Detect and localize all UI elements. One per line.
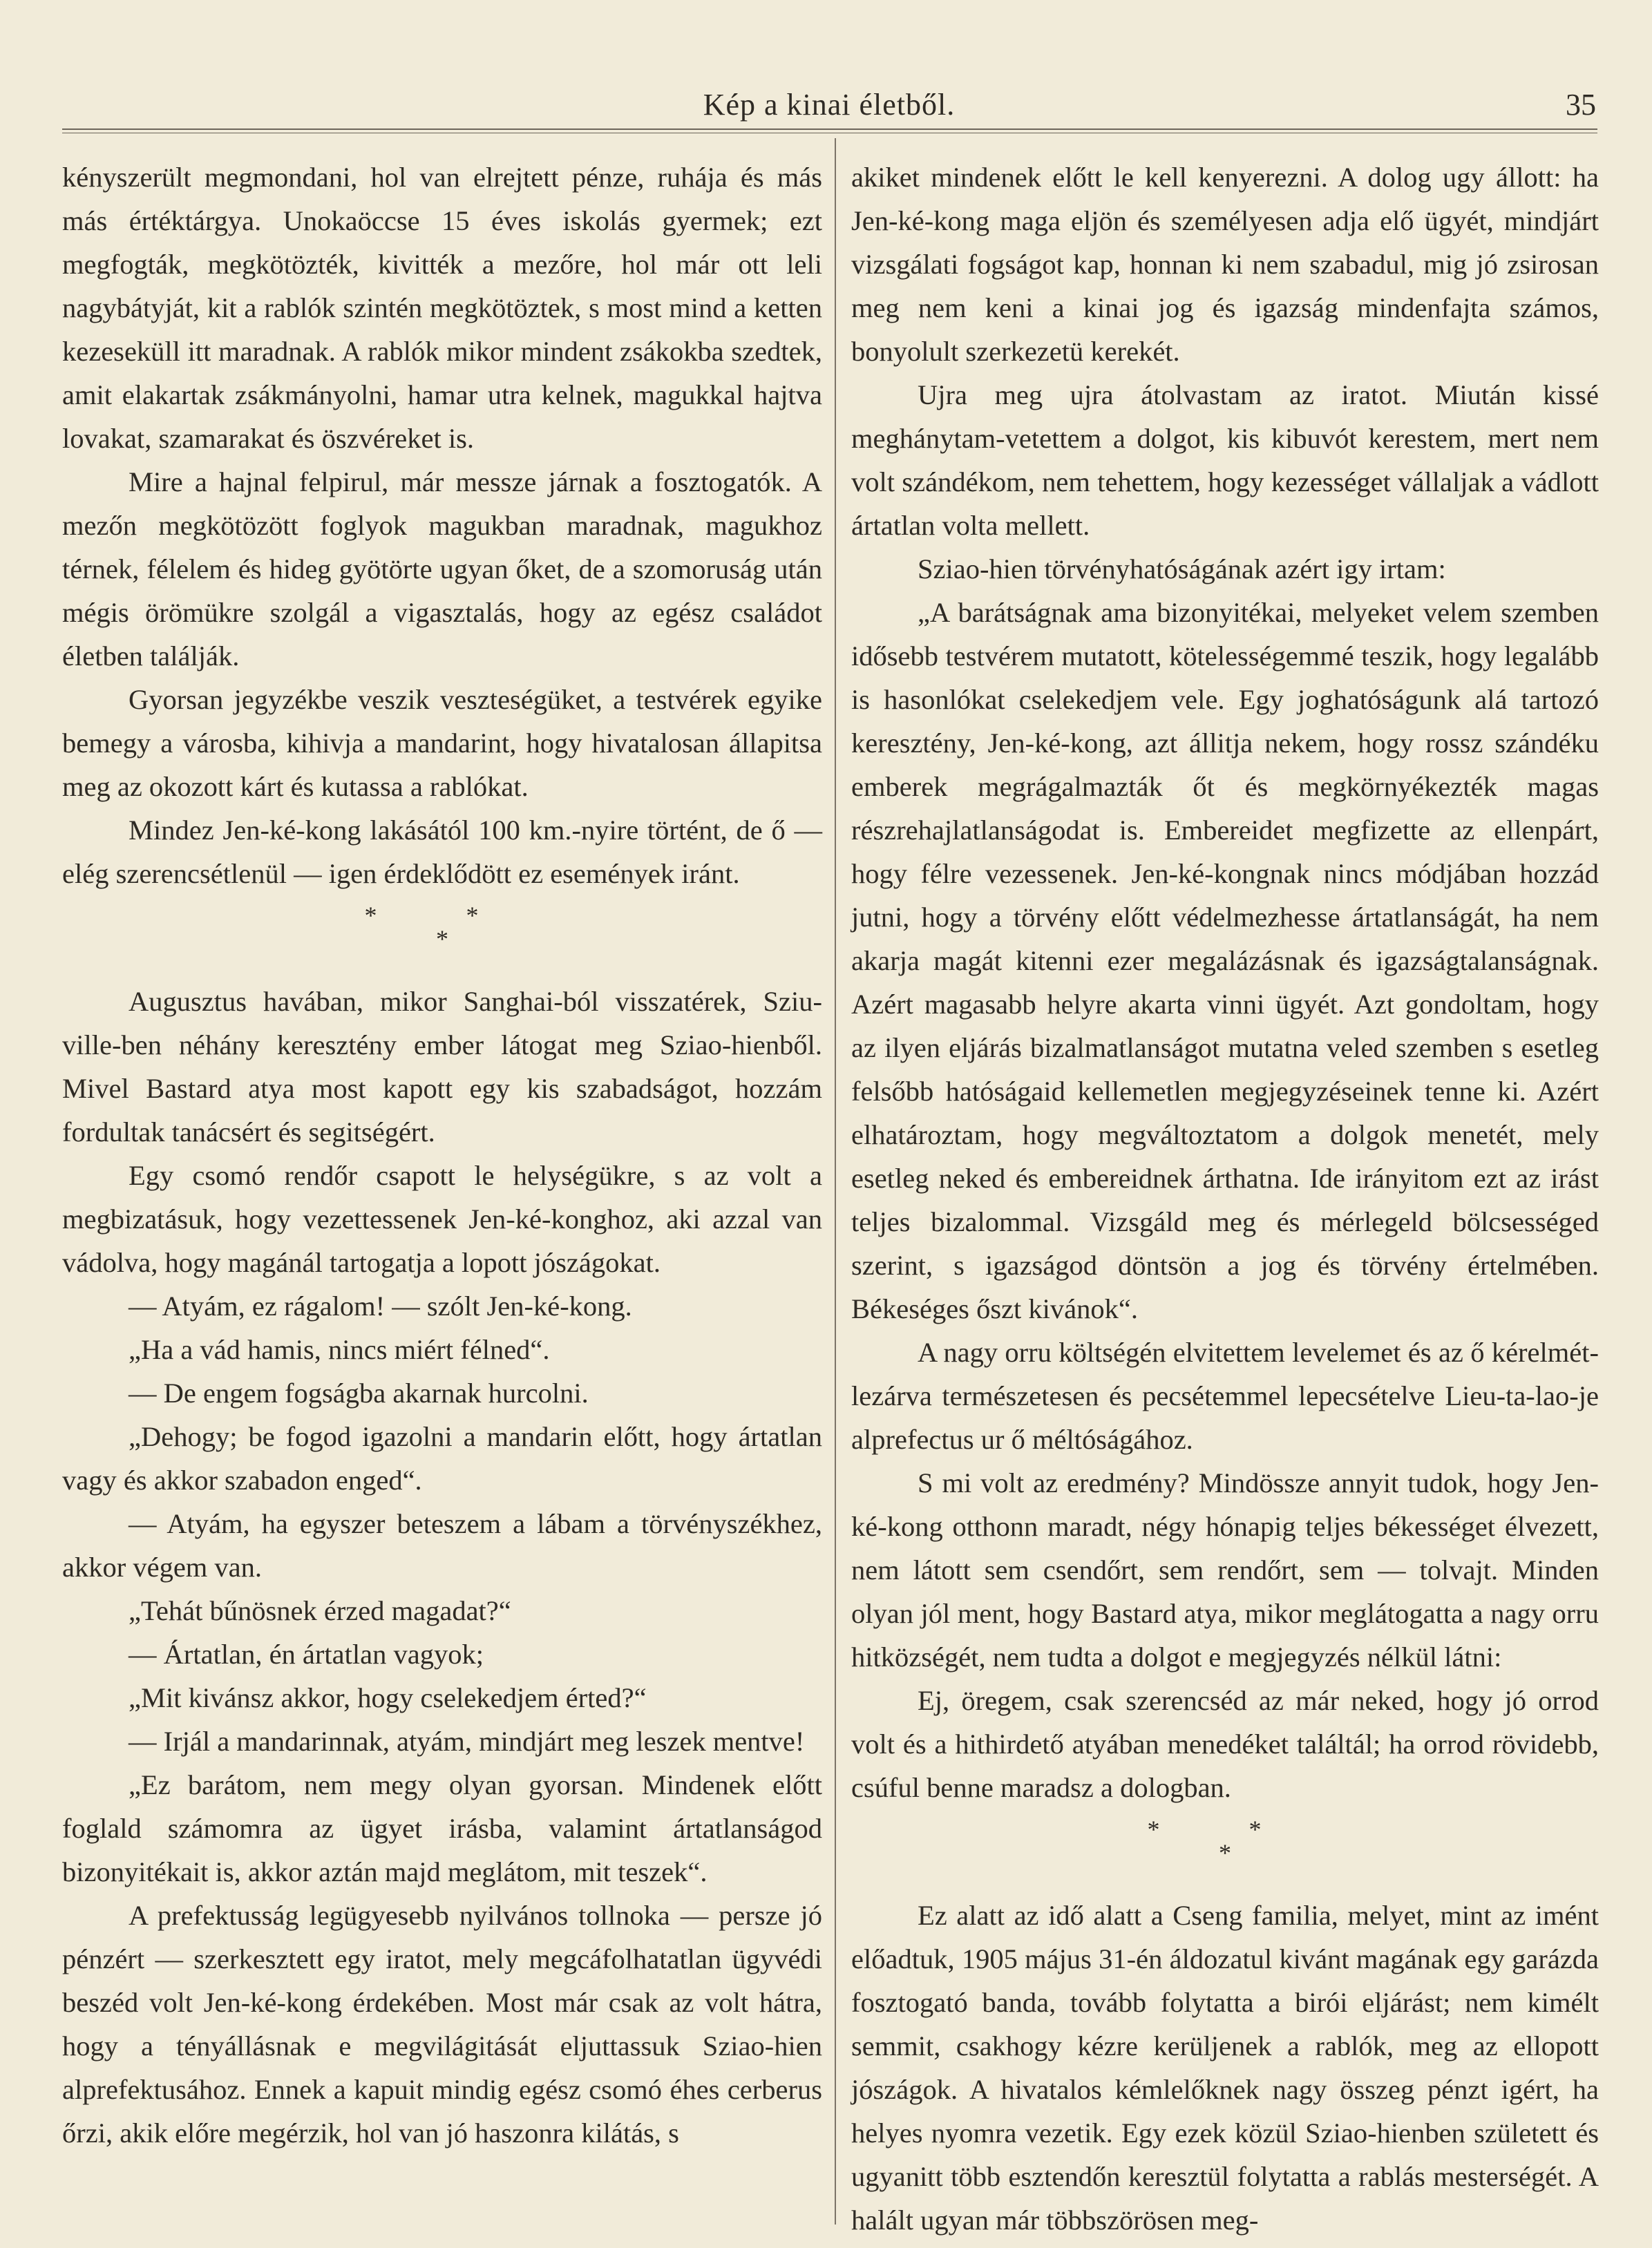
asterism-bottom: * bbox=[436, 925, 448, 953]
paragraph: Ej, öregem, csak szerencséd az már neked, hogy jó orrod volt és a hithirdető atyában menedéket találtál; ha orrod rövidebb, csúful benne maradsz a dologban. bbox=[851, 1685, 1599, 1803]
right-column bbox=[851, 155, 1599, 2242]
paragraph: — Ártatlan, én ártatlan vagyok; bbox=[129, 1639, 484, 1670]
column-divider bbox=[835, 138, 836, 2225]
header-rule bbox=[62, 128, 1597, 130]
running-title: Kép a kinai életből. bbox=[703, 88, 956, 122]
paragraph: „Ha a vád hamis, nincs miért félned“. bbox=[129, 1334, 550, 1365]
paragraph: Egy csomó rendőr csapott le helységükre, s az volt a megbizatásuk, hogy vezettessenek Jen-ké-konghoz, aki azzal van vádolva, hogy magánál tartogatja a lopott jószágokat. bbox=[62, 1160, 822, 1278]
paragraph: A nagy orru költségén elvitettem levelemet és az ő kérelmét-lezárva természetesen és pecsétemmel lepecsételve Lieu-ta-lao-je alprefectus ur ő méltóságához. bbox=[851, 1337, 1599, 1455]
paragraph: — De engem fogságba akarnak hurcolni. bbox=[129, 1378, 589, 1409]
paragraph: „Mit kivánsz akkor, hogy cselekedjem érted?“ bbox=[129, 1682, 647, 1713]
page-number: 35 bbox=[1566, 88, 1596, 122]
paragraph: akiket mindenek előtt le kell kenyerezni. A dolog ugy állott: ha Jen-ké-kong maga eljön és személyesen adja elő ügyét, mindjárt vizsgálati fogságot kap, honnan ki nem szabadul, mig jó zsirosan meg nem keni a kinai jog és igazság mindenfajta számos, bonyolult szerkezetü kerekét. bbox=[851, 162, 1599, 367]
paragraph: Mindez Jen-ké-kong lakásától 100 km.-nyire történt, de ő — elég szerencsétlenül — igen érdeklődött ez események iránt. bbox=[62, 815, 822, 889]
section-break-asterism bbox=[851, 1809, 1599, 1894]
paragraph: Mire a hajnal felpirul, már messze járnak a fosztogatók. A mezőn megkötözött foglyok magukban maradnak, magukhoz térnek, félelem és hideg gyötörte ugyan őket, de a szomoruság után mégis örömükre szolgál a vigasztalás, hogy az egész családot életben találják. bbox=[62, 466, 822, 671]
left-column bbox=[62, 155, 822, 2155]
paragraph: „Tehát bűnösnek érzed magadat?“ bbox=[129, 1595, 511, 1626]
paragraph: Gyorsan jegyzékbe veszik veszteségüket, a testvérek egyike bemegy a városba, kihivja a mandarint, hogy hivatalosan állapitsa meg az okozott kárt és kutassa a rablókat. bbox=[62, 684, 822, 802]
paragraph: A prefektusság legügyesebb nyilvános tollnoka — persze jó pénzért — szerkesztett egy iratot, mely megcáfolhatatlan ügyvédi beszéd volt Jen-ké-kong érdekében. Most már csak az volt hátra, hogy a tényállásnak e megvilágitását eljuttassuk Sziao-hien alprefektusához. Ennek a kapuit mindig egész csomó éhes cerberus őrzi, akik előre megérzik, hol van jó haszonra kilátás, s bbox=[62, 1900, 822, 2149]
paragraph: Augusztus havában, mikor Sanghai-ból visszatérek, Sziu-ville-ben néhány keresztény ember látogat meg Sziao-hienből. Mivel Bastard atya most kapott egy kis szabadságot, hozzám fordultak tanácsért és segitségért. bbox=[62, 986, 822, 1147]
paragraph: — Atyám, ez rágalom! — szólt Jen-ké-kong. bbox=[129, 1290, 632, 1322]
asterism-top: * * bbox=[1147, 1816, 1303, 1843]
paragraph: S mi volt az eredmény? Mindössze annyit tudok, hogy Jen-ké-kong otthonn maradt, négy hónapig teljes békességet élvezett, nem látott sem csendőrt, sem rendőrt, sem — tolvajt. Minden olyan jól ment, hogy Bastard atya, mikor meglátogatta a nagy orru hitközségét, nem tudta a dolgot e megjegyzés nélkül látni: bbox=[851, 1467, 1599, 1673]
paragraph: Ez alatt az idő alatt a Cseng familia, melyet, mint az imént előadtuk, 1905 május 31-én áldozatul kivánt magának egy garázda fosztogató banda, tovább folytatta a birói eljárást; nem kimélt semmit, csakhogy kézre kerüljenek a rablók, meg az ellopott jószágok. A hivatalos kémlelőknek nagy összeg pénzt igért, ha helyes nyomra vezetik. Egy ezek közül Sziao-hienben született és ugyanitt több esztendőn keresztül folytatta a rablás mesterségét. A halált ugyan már többszörösen meg- bbox=[851, 1900, 1599, 2236]
paragraph: „A barátságnak ama bizonyitékai, melyeket velem szemben idősebb testvérem mutatott, kötelességemmé teszik, hogy legalább is hasonlókat cselekedjem vele. Egy joghatóságunk alá tartozó keresztény, Jen-ké-kong, azt állitja nekem, hogy rossz szándéku emberek megrágalmazták őt és megkörnyékezték magas részrehajlatlanságodat is. Embereidet megfizette az ellenpárt, hogy félre vezessenek. Jen-ké-kongnak nincs módjában hozzád jutni, hogy a törvény előtt védelmezhesse ártatlanságát, ha nem akarja magát kitenni ezer megalázásnak és igazságtalanságnak. Azért magasabb helyre akarta vinni ügyét. Azt gondoltam, hogy az ilyen eljárás bizalmatlanságot mutatna veled szemben s esetleg felsőbb hatóságaid kellemetlen megjegyzéseinek tenne ki. Azért elhatároztam, hogy megváltoztatom a dolgok menetét, mely esetleg neked és embereidnek árthatna. Ide irányitom ezt az irást teljes bizalommal. Vizsgáld meg és mérlegeld bölcsességed szerint, s igazságod döntsön a jog és törvény értelmében. Békeséges őszt kivánok“. bbox=[851, 597, 1599, 1324]
asterism-bottom: * bbox=[1219, 1839, 1231, 1867]
paragraph: Sziao-hien törvényhatóságának azért igy irtam: bbox=[918, 553, 1446, 584]
paragraph: „Ez barátom, nem megy olyan gyorsan. Mindenek előtt foglald számomra az ügyet irásba, valamint ártatlanságod bizonyitékait is, akkor aztán majd meglátom, mit teszek“. bbox=[62, 1769, 822, 1887]
asterism-top: * * bbox=[364, 902, 520, 929]
paragraph: „Dehogy; be fogod igazolni a mandarin előtt, hogy ártatlan vagy és akkor szabadon enged“. bbox=[62, 1421, 822, 1496]
paragraph: kényszerült megmondani, hol van elrejtett pénze, ruhája és más más értéktárgya. Unokaöccse 15 éves iskolás gyermek; ezt megfogták, megkötözték, kivitték a mezőre, hol már ott leli nagybátyját, kit a rablók szintén megkötöztek, s most mind a ketten kezeseküll itt maradnak. A rablók mikor mindent zsákokba szedtek, amit elakartak zsákmányolni, hamar utra kelnek, magukkal hajtva lovakat, szamarakat és öszvéreket is. bbox=[62, 162, 822, 454]
paragraph: — Irjál a mandarinnak, atyám, mindjárt meg leszek mentve! bbox=[129, 1726, 805, 1757]
paragraph: — Atyám, ha egyszer beteszem a lábam a törvényszékhez, akkor végem van. bbox=[62, 1508, 822, 1583]
paragraph: Ujra meg ujra átolvastam az iratot. Miután kissé meghánytam-vetettem a dolgot, kis kibuvót kerestem, mert nem volt szándékom, nem tehettem, hogy kezességet vállaljak a vádlott ártatlan volta mellett. bbox=[851, 379, 1599, 541]
section-break-asterism bbox=[62, 895, 822, 980]
